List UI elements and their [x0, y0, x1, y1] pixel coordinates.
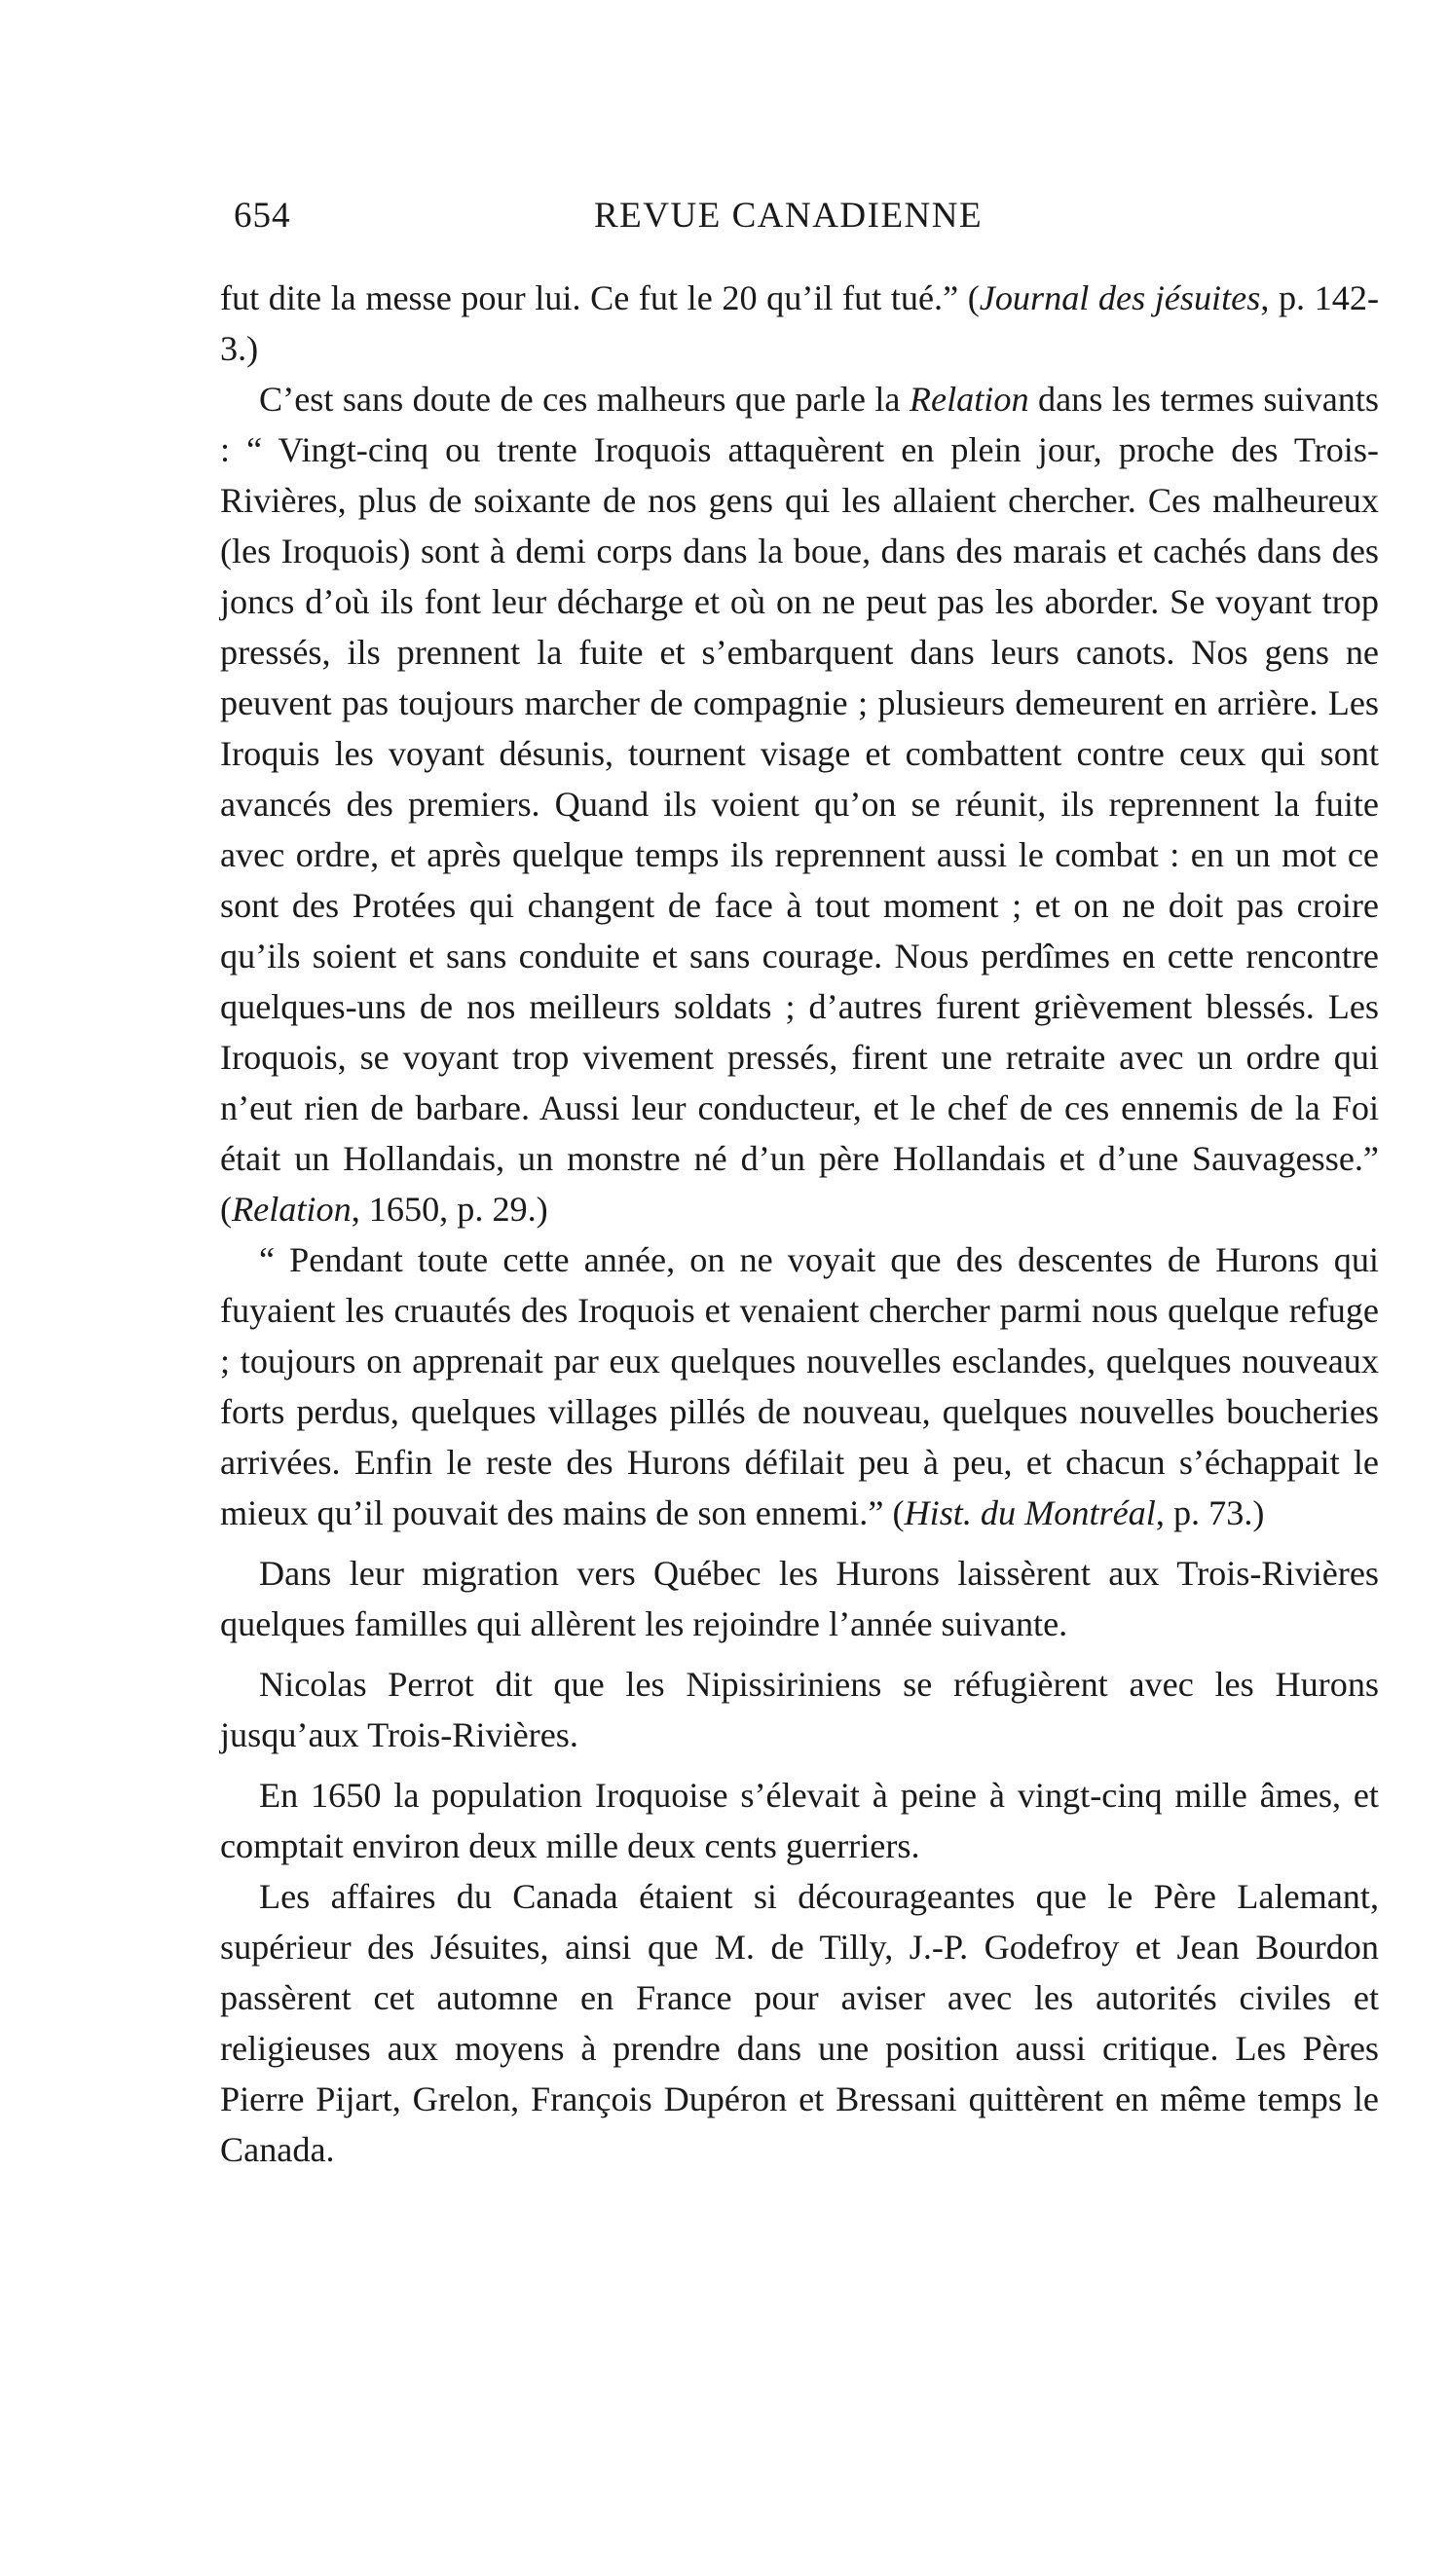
paragraph-nicolas-perrot: Nicolas Perrot dit que les Nipissiriniens se réfugièrent avec les Hurons jusqu’aux Trois-Rivières.	[220, 1665, 1379, 1754]
paragraph-population: En 1650 la population Iroquoise s’élevait à peine à vingt-cinq mille âmes, et comptait environ deux mille deux cents guerriers.	[220, 1776, 1379, 1865]
page-number: 654	[234, 196, 291, 236]
paragraph-montreal-quote: “ Pendant toute cette année, on ne voyait que des descentes de Hurons qui fuyaient les cruautés des Iroquois et venaient chercher parmi nous quelque refuge ; toujours on apprenait par eux quelques nouvelles esclandes, quelques nouveaux forts perdus, quelques villages pillés de nouveau, quelques nouvelles boucheries arrivées. Enfin le reste des Hurons défilait peu à peu, et chacun s’échappait le mieux qu’il pouvait des mains de son ennemi.” (Hist. du Montréal, p. 73.)	[220, 1240, 1379, 1532]
paragraph-journal-citation: fut dite la messe pour lui. Ce fut le 20 qu’il fut tué.” (Journal des jésuites, p. 142-3.)	[220, 278, 1379, 368]
paragraph-affaires-canada: Les affaires du Canada étaient si décourageantes que le Père Lalemant, supérieur des Jésuites, ainsi que M. de Tilly, J.-P. Godefroy et Jean Bourdon passèrent cet automne en France pour aviser avec les autorités civiles et religieuses aux moyens à prendre dans une position aussi critique. Les Pères Pierre Pijart, Grelon, François Dupéron et Bressani quittèrent en même temps le Canada.	[220, 1877, 1379, 2169]
running-head: REVUE CANADIENNE	[594, 196, 984, 236]
paragraph-relation-quote: C’est sans doute de ces malheurs que parle la Relation dans les termes suivants : “ Vingt-cinq ou trente Iroquois attaquèrent en plein jour, proche des Trois-Rivières, plus de soixante de nos gens qui les allaient chercher. Ces malheureux (les Iroquois) sont à demi corps dans la boue, dans des marais et cachés dans des joncs d’où ils font leur décharge et où on ne peut pas les aborder. Se voyant trop pressés, ils prennent la fuite et s’embarquent dans leurs canots. Nos gens ne peuvent pas toujours marcher de compagnie ; plusieurs demeurent en arrière. Les Iroquis les voyant désunis, tournent visage et combattent contre ceux qui sont avancés des premiers. Quand ils voient qu’on se réunit, ils reprennent la fuite avec ordre, et après quelque temps ils reprennent aussi le combat : en un mot ce sont des Protées qui changent de face à tout moment ; et on ne doit pas croire qu’ils soient et sans conduite et sans courage. Nous perdîmes en cette rencontre quelques-uns de nos meilleurs soldats ; d’autres furent grièvement blessés. Les Iroquois, se voyant trop vivement pressés, firent une retraite avec un ordre qui n’eut rien de barbare. Aussi leur conducteur, et le chef de ces ennemis de la Foi était un Hollandais, un monstre né d’un père Hollandais et d’une Sauvagesse.” (Relation, 1650, p. 29.)	[220, 380, 1379, 1229]
body-text	[220, 273, 1379, 2175]
citation-title: Relation	[232, 1190, 352, 1229]
citation-title: Journal des jésuites	[979, 278, 1261, 317]
citation-title: Hist. du Montréal	[904, 1493, 1156, 1532]
paragraph-migration: Dans leur migration vers Québec les Hurons laissèrent aux Trois-Rivières quelques familles qui allèrent les rejoindre l’année suivante.	[220, 1554, 1379, 1643]
page-header	[234, 195, 1422, 253]
citation-title: Relation	[909, 380, 1029, 419]
